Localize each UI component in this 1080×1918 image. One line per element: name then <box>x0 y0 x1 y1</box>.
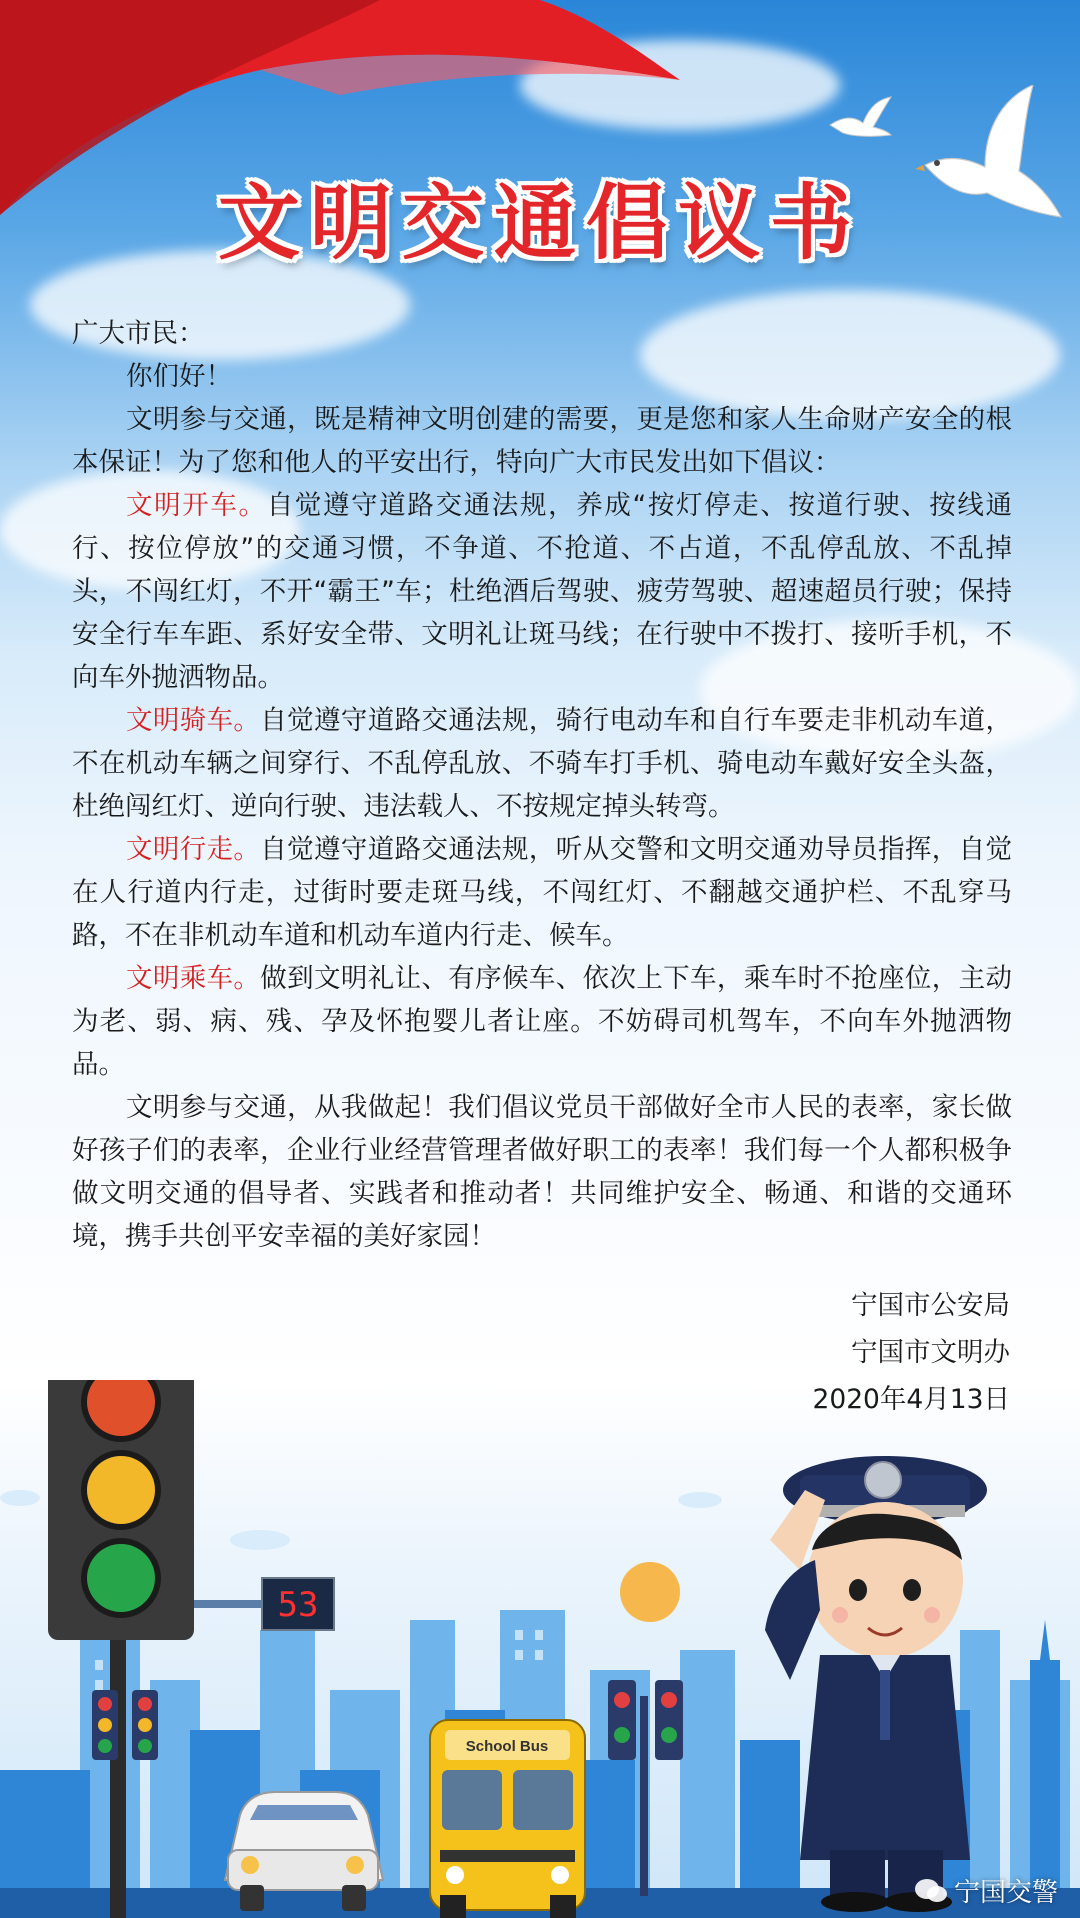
section-heading: 文明开车。 <box>126 490 267 521</box>
section-heading: 文明乘车。 <box>126 963 261 994</box>
signature-date: 2020年4月13日 <box>812 1384 1010 1415</box>
greeting: 广大市民： <box>72 318 205 349</box>
section-paragraph <box>72 484 1012 699</box>
dove-icon <box>825 95 895 145</box>
city-traffic-illustration <box>0 1380 1080 1918</box>
watermark <box>914 1872 1058 1909</box>
section-heading: 文明骑车。 <box>126 705 261 736</box>
intro-paragraph: 文明参与交通，既是精神文明创建的需要，更是您和家人生命财产安全的根本保证！为了您和他人的平安出行，特向广大市民发出如下倡议： <box>72 404 1012 478</box>
signature-org: 宁国市文明办 <box>851 1337 1010 1368</box>
countdown-display <box>262 1578 334 1630</box>
bus-label: School Bus <box>465 1738 549 1755</box>
countdown-number: 53 <box>277 1585 319 1625</box>
wechat-icon <box>914 1878 948 1904</box>
section-paragraph <box>72 699 1012 828</box>
section-text: 自觉遵守道路交通法规，骑行电动车和自行车要走非机动车道，不在机动车辆之间穿行、不乱停乱放、不骑车打手机、骑电动车戴好安全头盔，杜绝闯红灯、逆向行驶、违法载人、不按规定掉头转弯。 <box>72 705 1012 822</box>
section-paragraph <box>72 957 1012 1086</box>
school-bus-icon <box>430 1720 585 1918</box>
watermark-text: 宁国交警 <box>953 1878 1058 1908</box>
section-text: 自觉遵守道路交通法规，养成“按灯停走、按道行驶、按线通行、按位停放”的交通习惯，不争道、不抢道、不占道，不乱停乱放、不乱掉头，不闯红灯，不开“霸王”车；杜绝酒后驾驶、疲劳驾驶、超速超员行驶；保持安全行车车距、系好安全带、文明礼让斑马线；在行驶中不拨打、接听手机，不向车外抛洒物品。 <box>72 490 1013 693</box>
section-text: 自觉遵守道路交通法规，听从交警和文明交通劝导员指挥，自觉在人行道内行走，过街时要走斑马线，不闯红灯、不翻越交通护栏、不乱穿马路，不在非机动车道和机动车道内行走、候车。 <box>72 834 1012 951</box>
salutation: 你们好！ <box>126 361 232 392</box>
signature-org: 宁国市公安局 <box>851 1290 1010 1321</box>
section-text: 做到文明礼让、有序候车、依次上下车，乘车时不抢座位，主动为老、弱、病、残、孕及怀抱婴儿者让座。不妨碍司机驾车，不向车外抛洒物品。 <box>72 963 1012 1080</box>
section-heading: 文明行走。 <box>126 834 261 865</box>
letter-body <box>72 312 1012 1258</box>
section-paragraph <box>72 828 1012 957</box>
page-title: 文明交通倡议书 <box>217 176 862 271</box>
sun-icon <box>620 1562 680 1622</box>
closing-paragraph: 文明参与交通，从我做起！我们倡议党员干部做好全市人民的表率，家长做好孩子们的表率，企业行业经营管理者做好职工的表率！我们每一个人都积极争做文明交通的倡导者、实践者和推动者！共同维护安全、畅通、和谐的交通环境，携手共创平安幸福的美好家园！ <box>72 1092 1012 1252</box>
